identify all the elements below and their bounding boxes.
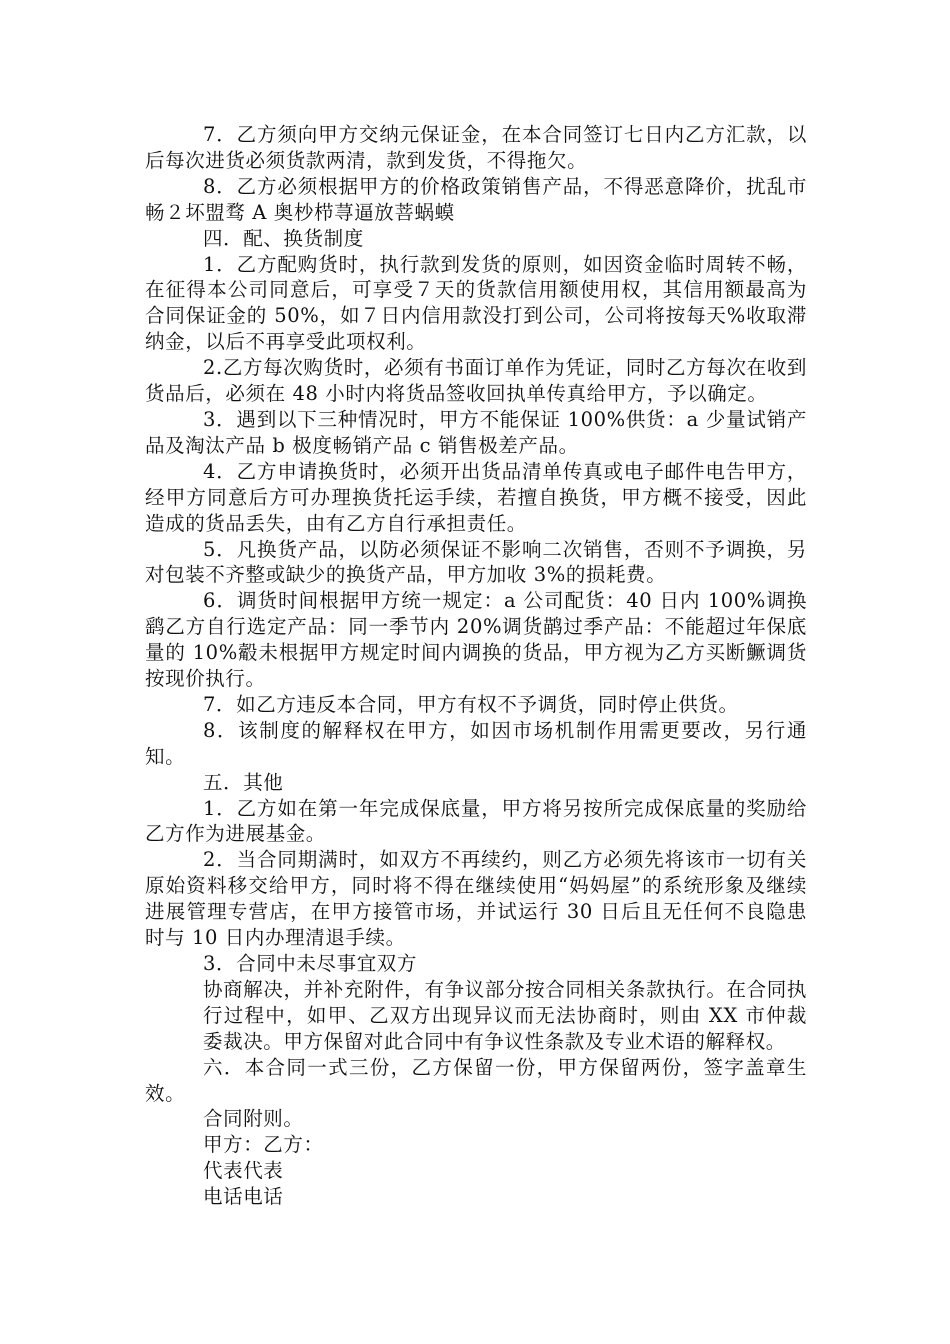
party-labels: 甲方：乙方：: [203, 1133, 324, 1157]
clause-credit: 1．乙方配购货时，执行款到发货的原则，如因资金临时周转不畅，在征得本公司同意后，可享受７天的货款信用额使用权，其信用额最高为合同保证金的 50%，如７日内信用款没打到公司，公司将按每天%收取滞纳金，以后不再享受此项权利。: [145, 252, 807, 354]
clause-exchange-timing: 6．调货时间根据甲方统一规定：a 公司配货：40 日内 100%调换鹞乙方自行选定产品：同一季节内 20%调货鹋过季产品：不能超过年保底量的 10%觳未根据甲方规定时间内调换的货品，甲方视为乙方买断鱖调货按现价执行。: [145, 589, 807, 691]
phone-labels: 电话电话: [203, 1185, 284, 1209]
clause-exchange-request: 4．乙方申请换货时，必须开出货品清单传真或电子邮件电告甲方，经甲方同意后方可办理换货托运手续，若擅自换货，甲方概不接受，因此造成的货品丢失，由有乙方自行承担责任。: [145, 459, 807, 535]
clause-pricing: 8．乙方必须根据甲方的价格政策销售产品，不得恶意降价，扰乱市畅２坏盟骛 A 奥杪栉荨逼放菩蜗蟆: [145, 174, 807, 224]
clause-reward: 1．乙方如在第一年完成保底量，甲方将另按所完成保底量的奖励给乙方作为进展基金。: [145, 796, 807, 846]
clause-supply: 3．遇到以下三种情况时，甲方不能保证 100%供货：a 少量试销产品及淘汰产品 b 极度畅销产品 c 销售极差产品。: [145, 407, 807, 457]
clause-order: 2.乙方每次购货时，必须有书面订单作为凭证，同时乙方每次在收到货品后，必须在 48 小时内将货品签收回执单传真给甲方，予以确定。: [145, 356, 807, 406]
clause-interpretation: 8．该制度的解释权在甲方，如因市场机制作用需更要改，另行通知。: [145, 718, 807, 768]
document-body: [145, 122, 807, 1210]
clause-violation: 7．如乙方违反本合同，甲方有权不予调货，同时停止供货。: [203, 692, 739, 716]
representative-labels: 代表代表: [203, 1159, 284, 1183]
clause-expiry: 2．当合同期满时，如双方不再续约，则乙方必须先将该市一切有关原始资料移交给甲方，同时将不得在继续使用“妈妈屋”的系统形象及继续进展管理专营店，在甲方接管市场，并试运行 30 日后且无任何不良隐患时与 10 日内办理清退手续。: [145, 848, 807, 950]
clause-unsettled: 协商解决，并补充附件，有争议部分按合同相关条款执行。在合同执行过程中，如甲、乙双方出现异议而无法协商时，则由 XX 市仲裁委裁决。甲方保留对此合同中有争议性条款及专业术语的解释权。: [203, 977, 807, 1053]
clause-copies: 六．本合同一式三份，乙方保留一份，甲方保留两份，签字盖章生效。: [145, 1055, 807, 1105]
section-heading-other: 五．其他: [203, 770, 284, 794]
clause-deposit: 7．乙方须向甲方交纳元保证金，在本合同签订七日内乙方汇款，以后每次进货必须货款两清，款到发货，不得拖欠。: [145, 123, 807, 172]
section-heading-distribution: 四．配、换货制度: [203, 226, 364, 250]
clause-unsettled-heading: 3．合同中未尽事宜双方: [203, 952, 418, 975]
clause-exchange-condition: 5．凡换货产品，以防必须保证不影响二次销售，否则不予调换，另对包装不齐整或缺少的换货产品，甲方加收 3%的损耗费。: [145, 537, 807, 587]
appendix-label: 合同附则。: [203, 1107, 304, 1131]
